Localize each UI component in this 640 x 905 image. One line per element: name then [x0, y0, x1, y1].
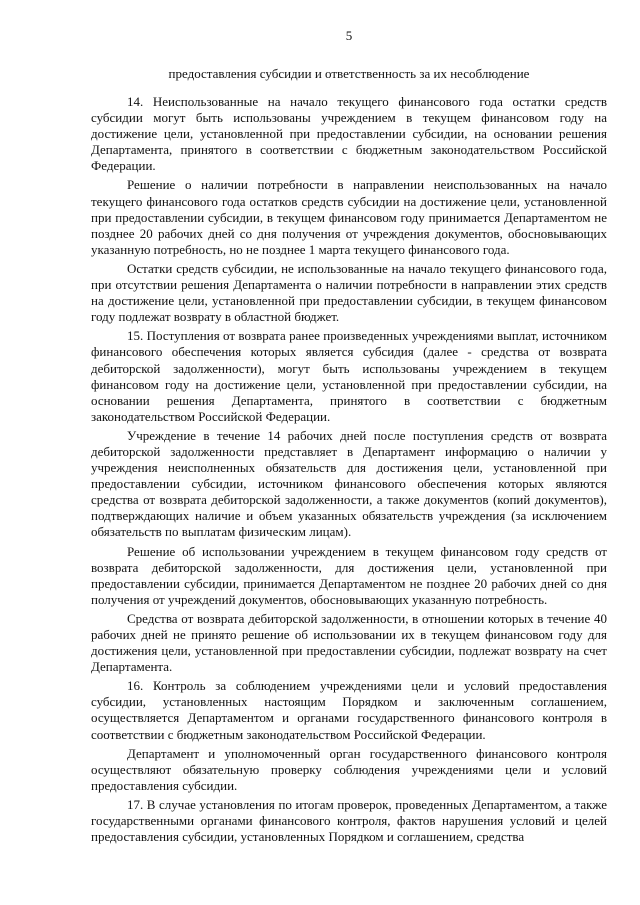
paragraph-15-decision: Решение об использовании учреждением в текущем финансовом году средств от возврата дебиторской задолженности, для достижения цели, установленной при предоставлении субсидии, принимается Департаментом не позднее 20 рабочих дней со дня получения от учреждений документов, обосновывающих указанную потребность. — [91, 543, 607, 607]
paragraph-17: 17. В случае установления по итогам проверок, проведенных Департаментом, а также государственными органами финансового контроля, фактов нарушения условий и целей предоставления субсидии, установленных Порядком и соглашением, средства — [91, 796, 607, 845]
section-heading-continuation: предоставления субсидии и ответственность за их несоблюдение — [168, 66, 530, 81]
paragraph-14-decision: Решение о наличии потребности в направлении неиспользованных на начало текущего финансового года остатков средств субсидии на достижение цели, установленной при предоставлении субсидии, в текущем финансовом году принимается Департаментом не позднее 20 рабочих дней со дня получения от учреждения документов, обосновывающих указанную потребность, но не позднее 1 марта текущего финансового года. — [91, 177, 607, 257]
paragraph-15: 15. Поступления от возврата ранее произведенных учреждениями выплат, источником финансового обеспечения которых является субсидия (далее - средства от возврата дебиторской задолженности), могут быть использованы учреждением в текущем финансовом году на достижение цели, установленной при предоставлении субсидии, на основании решения Департамента, принятого в соответствии с бюджетным законодательством Российской Федерации. — [91, 328, 607, 424]
paragraph-15-information: Учреждение в течение 14 рабочих дней после поступления средств от возврата дебиторской задолженности представляет в Департамент информацию о наличии у учреждения неисполненных обязательств для достижения цели, установленной при предоставлении субсидии, источником финансового обеспечения которых являются средства от возврата дебиторской задолженности, а также документов (копий документов), подтверждающих наличие и объем указанных обязательств учреждения (за исключением обязательств по выплатам физическим лицам). — [91, 427, 607, 540]
paragraph-16-inspection: Департамент и уполномоченный орган государственного финансового контроля осуществляют обязательную проверку соблюдения учреждениями цели и условий предоставления субсидии. — [91, 745, 607, 793]
paragraph-16: 16. Контроль за соблюдением учреждениями цели и условий предоставления субсидии, установленных настоящим Порядком и заключенным соглашением, осуществляется Департаментом и органами государственного финансового контроля в соответствии с бюджетным законодательством Российской Федерации. — [91, 678, 607, 742]
paragraph-14: 14. Неиспользованные на начало текущего финансового года остатки средств субсидии могут быть использованы учреждением в текущем финансовом году на достижение цели, установленной при предоставлении субсидии, на основании решения Департамента, принятого в соответствии с бюджетным законодательством Российской Федерации. — [91, 94, 607, 174]
paragraph-14-remainders: Остатки средств субсидии, не использованные на начало текущего финансового года, при отсутствии решения Департамента о наличии потребности в направлении этих средств на достижение цели, установленной при предоставлении субсидии, в текущем финансовом году подлежат возврату в областной бюджет. — [91, 260, 607, 325]
page-number: 5 — [345, 28, 353, 43]
paragraph-15-return: Средства от возврата дебиторской задолженности, в отношении которых в течение 40 рабочих дней не принято решение об использовании их в текущем финансовом году для достижения цели, установленной при предоставлении субсидии, подлежат возврату на счет Департамента. — [91, 610, 607, 675]
